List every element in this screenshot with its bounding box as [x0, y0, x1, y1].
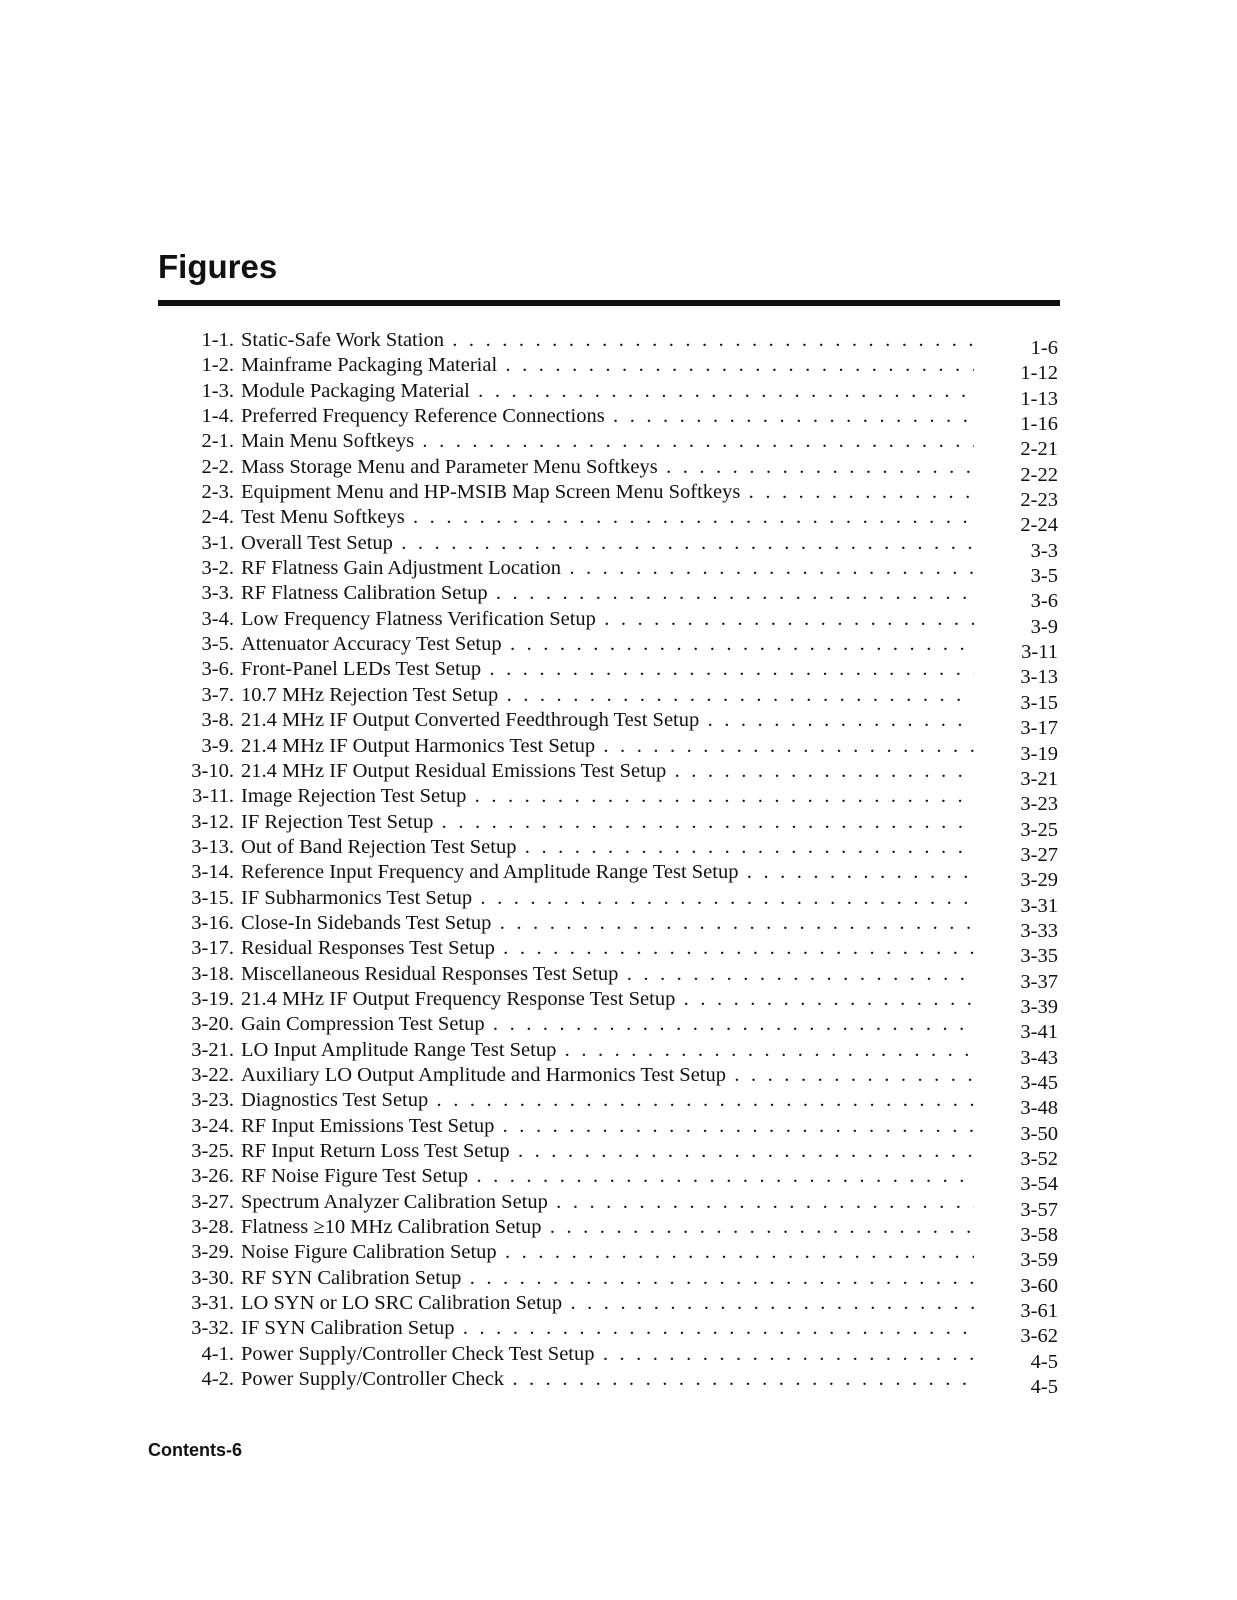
figure-number: 2-2.	[201, 455, 234, 478]
figure-number: 3-18.	[191, 962, 234, 985]
figure-number: 3-16.	[191, 911, 234, 934]
figure-page-number: 2-23	[1020, 489, 1058, 512]
figure-page-number: 3-43	[1020, 1046, 1058, 1069]
figure-title: 21.4 MHz IF Output Residual Emissions Test Setup . . .	[241, 759, 974, 784]
figure-page-number: 3-35	[1020, 945, 1058, 968]
figure-entry[interactable]	[172, 1164, 1062, 1196]
figure-title: RF Input Emissions Test Setup . . .	[241, 1114, 974, 1139]
figure-page-number: 3-6	[1030, 590, 1058, 613]
figure-entry[interactable]	[172, 708, 1062, 740]
figure-title: Preferred Frequency Reference Connections . . .	[241, 404, 974, 429]
figure-entry[interactable]	[172, 734, 1062, 765]
figure-number: 3-21.	[191, 1038, 234, 1061]
figure-page-number: 3-58	[1020, 1224, 1058, 1247]
figure-entry[interactable]	[172, 936, 1062, 968]
figure-page-number: 3-25	[1020, 818, 1058, 841]
figure-title: Attenuator Accuracy Test Setup . . .	[241, 632, 974, 657]
figure-title: Noise Figure Calibration Setup . . .	[241, 1240, 974, 1265]
figure-title: Flatness ≥10 MHz Calibration Setup . . .	[241, 1215, 974, 1240]
figure-page-number: 3-41	[1020, 1021, 1058, 1044]
title-rule	[158, 300, 1060, 306]
figure-page-number: 3-5	[1030, 565, 1058, 588]
figure-entry[interactable]	[172, 1063, 1062, 1094]
figure-number: 3-31.	[191, 1292, 234, 1315]
figure-title: Equipment Menu and HP-MSIB Map Screen Menu Softkeys . . .	[241, 480, 974, 505]
figure-title: RF Flatness Calibration Setup . . .	[241, 581, 974, 606]
figure-page-number: 3-9	[1030, 615, 1058, 638]
figure-title: IF Rejection Test Setup . . .	[241, 810, 974, 835]
figure-number: 2-1.	[201, 430, 234, 453]
figure-entry[interactable]	[172, 353, 1062, 385]
figure-page-number: 3-15	[1020, 691, 1058, 714]
figure-number: 3-5.	[201, 633, 234, 656]
figure-entry[interactable]	[172, 404, 1062, 436]
figure-number: 3-11.	[192, 785, 234, 808]
figure-title: Reference Input Frequency and Amplitude Range Test Setup . . .	[241, 860, 974, 885]
figure-entry[interactable]	[172, 379, 1062, 410]
figure-page-number: 3-23	[1020, 793, 1058, 816]
figure-number: 2-3.	[201, 481, 234, 504]
figure-entry[interactable]	[172, 911, 1062, 942]
figure-number: 3-1.	[201, 531, 234, 554]
figure-entry[interactable]	[172, 632, 1062, 664]
figure-title: Mass Storage Menu and Parameter Menu Softkeys . . .	[241, 455, 974, 480]
figure-number: 3-2.	[201, 557, 234, 580]
figure-entry[interactable]	[172, 1291, 1062, 1323]
figure-number: 3-24.	[191, 1114, 234, 1137]
figure-page-number: 1-12	[1020, 362, 1058, 385]
figure-page-number: 3-50	[1020, 1122, 1058, 1145]
figure-title: Power Supply/Controller Check Test Setup . . .	[241, 1342, 974, 1367]
figure-entry[interactable]	[172, 1215, 1062, 1247]
figure-number: 3-27.	[191, 1190, 234, 1213]
figure-number: 3-12.	[191, 810, 234, 833]
figure-entry[interactable]	[172, 1012, 1062, 1044]
figure-entry[interactable]	[172, 556, 1062, 588]
figure-title: 21.4 MHz IF Output Harmonics Test Setup . . .	[241, 734, 974, 759]
figure-title: Image Rejection Test Setup . . .	[241, 784, 974, 809]
figure-number: 1-3.	[201, 379, 234, 402]
figure-entry[interactable]	[172, 886, 1062, 917]
page-title: Figures	[158, 248, 278, 285]
figure-number: 3-30.	[191, 1266, 234, 1289]
figure-title: Miscellaneous Residual Responses Test Setup . . .	[241, 962, 974, 987]
figure-page-number: 3-19	[1020, 742, 1058, 765]
figure-page-number: 3-52	[1020, 1148, 1058, 1170]
figure-number: 3-15.	[191, 886, 234, 909]
figure-entry[interactable]	[172, 480, 1062, 512]
figure-entry[interactable]	[172, 455, 1062, 486]
figure-title: Close-In Sidebands Test Setup . . .	[241, 911, 974, 936]
figure-number: 4-2.	[201, 1368, 234, 1391]
figure-entry[interactable]	[172, 1342, 1062, 1373]
figure-title: Static-Safe Work Station . . .	[241, 328, 974, 353]
figure-number: 3-20.	[191, 1013, 234, 1036]
figure-entry[interactable]	[172, 784, 1062, 816]
figure-title: RF Noise Figure Test Setup . . .	[241, 1164, 974, 1189]
figure-page-number: 3-17	[1020, 717, 1058, 740]
figure-page-number: 1-16	[1020, 413, 1058, 436]
figure-title: Auxiliary LO Output Amplitude and Harmonics Test Setup . . .	[241, 1063, 974, 1088]
figure-entry[interactable]	[172, 810, 1062, 841]
figure-page-number: 3-3	[1030, 539, 1058, 562]
figure-entry[interactable]	[172, 581, 1062, 613]
figure-entry[interactable]	[172, 683, 1062, 714]
figure-page-number: 3-39	[1020, 995, 1058, 1018]
figure-entry[interactable]	[172, 1266, 1062, 1297]
figure-entry[interactable]	[172, 429, 1062, 461]
figure-number: 3-3.	[201, 582, 234, 605]
figure-page-number: 1-6	[1030, 337, 1058, 359]
figure-title: Module Packaging Material . . .	[241, 379, 974, 404]
figure-page-number: 1-13	[1020, 387, 1058, 410]
figure-title: Low Frequency Flatness Verification Setup . . .	[241, 607, 974, 632]
figure-page-number: 3-59	[1020, 1249, 1058, 1272]
figure-entry[interactable]	[172, 1139, 1062, 1170]
figure-number: 3-6.	[201, 658, 234, 681]
figure-page-number: 3-60	[1020, 1274, 1058, 1297]
figure-title: Residual Responses Test Setup . . .	[241, 936, 974, 961]
figure-title: IF SYN Calibration Setup . . .	[241, 1316, 974, 1341]
figure-title: Main Menu Softkeys . . .	[241, 429, 974, 454]
figure-number: 3-29.	[191, 1241, 234, 1264]
figure-title: Front-Panel LEDs Test Setup . . .	[241, 657, 974, 682]
figure-page-number: 3-29	[1020, 869, 1058, 892]
figure-entry[interactable]	[172, 759, 1062, 790]
figure-entry[interactable]	[172, 505, 1062, 537]
figure-number: 1-2.	[201, 354, 234, 377]
figure-entry[interactable]	[172, 1114, 1062, 1145]
figure-page-number: 4-5	[1030, 1350, 1058, 1373]
figure-title: Out of Band Rejection Test Setup . . .	[241, 835, 974, 860]
figure-page-number: 3-45	[1020, 1071, 1058, 1094]
figure-title: IF Subharmonics Test Setup . . .	[241, 886, 974, 911]
figure-page-number: 3-11	[1021, 641, 1058, 664]
figure-entry[interactable]	[172, 1190, 1062, 1221]
figure-page-number: 3-13	[1020, 666, 1058, 689]
figure-entry[interactable]	[172, 657, 1062, 689]
figure-number: 3-23.	[191, 1089, 234, 1112]
figure-number: 3-19.	[191, 987, 234, 1010]
figure-title: Spectrum Analyzer Calibration Setup . . .	[241, 1190, 974, 1215]
figure-page-number: 3-21	[1020, 767, 1058, 790]
figure-title: Mainframe Packaging Material . . .	[241, 353, 974, 378]
figure-entry[interactable]	[172, 607, 1062, 638]
figure-entry[interactable]	[172, 860, 1062, 892]
figure-page-number: 2-24	[1020, 514, 1058, 537]
figures-list	[172, 328, 1062, 1399]
figure-page-number: 3-54	[1020, 1173, 1058, 1196]
figure-entry[interactable]	[172, 1240, 1062, 1272]
figure-number: 3-10.	[191, 759, 234, 782]
figure-number: 1-4.	[201, 405, 234, 428]
figure-page-number: 3-61	[1020, 1300, 1058, 1323]
figure-number: 3-14.	[191, 861, 234, 884]
figure-title: LO Input Amplitude Range Test Setup . . .	[241, 1038, 974, 1063]
figure-title: Gain Compression Test Setup . . .	[241, 1012, 974, 1037]
figure-title: Power Supply/Controller Check . . .	[241, 1367, 974, 1392]
figure-page-number: 3-37	[1020, 970, 1058, 993]
figure-entry[interactable]	[172, 987, 1062, 1018]
figure-number: 3-32.	[191, 1317, 234, 1340]
figure-number: 2-4.	[201, 506, 234, 529]
page-footer: Contents-6	[148, 1440, 242, 1460]
figure-number: 3-22.	[191, 1063, 234, 1086]
figure-page-number: 2-22	[1020, 463, 1058, 486]
figure-number: 3-17.	[191, 937, 234, 960]
figure-number: 3-13.	[191, 835, 234, 858]
figure-title: 21.4 MHz IF Output Frequency Response Test Setup . . .	[241, 987, 974, 1012]
figure-number: 4-1.	[201, 1342, 234, 1365]
figure-page-number: 3-57	[1020, 1198, 1058, 1221]
figure-number: 1-1.	[201, 329, 234, 351]
figure-entry[interactable]	[172, 1088, 1062, 1120]
figure-title: LO SYN or LO SRC Calibration Setup . . .	[241, 1291, 974, 1316]
figure-page-number: 2-21	[1020, 438, 1058, 461]
figure-title: 21.4 MHz IF Output Converted Feedthrough Test Setup . . .	[241, 708, 974, 733]
figure-title: RF Flatness Gain Adjustment Location . . .	[241, 556, 974, 581]
figure-title: RF Input Return Loss Test Setup . . .	[241, 1139, 974, 1164]
figure-entry[interactable]	[172, 835, 1062, 866]
figure-entry[interactable]	[172, 1367, 1062, 1399]
figure-entry[interactable]	[172, 328, 1062, 359]
figure-number: 3-7.	[201, 683, 234, 706]
figure-page-number: 3-62	[1020, 1325, 1058, 1348]
figure-title: 10.7 MHz Rejection Test Setup . . .	[241, 683, 974, 708]
figure-page-number: 3-33	[1020, 919, 1058, 942]
figure-number: 3-26.	[191, 1165, 234, 1188]
figure-title: Overall Test Setup . . .	[241, 531, 974, 556]
figure-number: 3-9.	[201, 734, 234, 757]
figure-title: Test Menu Softkeys . . .	[241, 505, 974, 530]
figure-entry[interactable]	[172, 531, 1062, 562]
figure-title: RF SYN Calibration Setup . . .	[241, 1266, 974, 1291]
figure-entry[interactable]	[172, 1316, 1062, 1348]
figure-number: 3-28.	[191, 1216, 234, 1239]
figure-page-number: 3-31	[1020, 894, 1058, 917]
figure-entry[interactable]	[172, 962, 1062, 993]
figure-number: 3-25.	[191, 1140, 234, 1162]
figure-title: Diagnostics Test Setup . . .	[241, 1088, 974, 1113]
figure-page-number: 4-5	[1030, 1376, 1058, 1399]
figure-entry[interactable]	[172, 1038, 1062, 1069]
figure-page-number: 3-27	[1020, 843, 1058, 866]
figure-page-number: 3-48	[1020, 1097, 1058, 1120]
figure-number: 3-8.	[201, 709, 234, 732]
figure-number: 3-4.	[201, 607, 234, 630]
